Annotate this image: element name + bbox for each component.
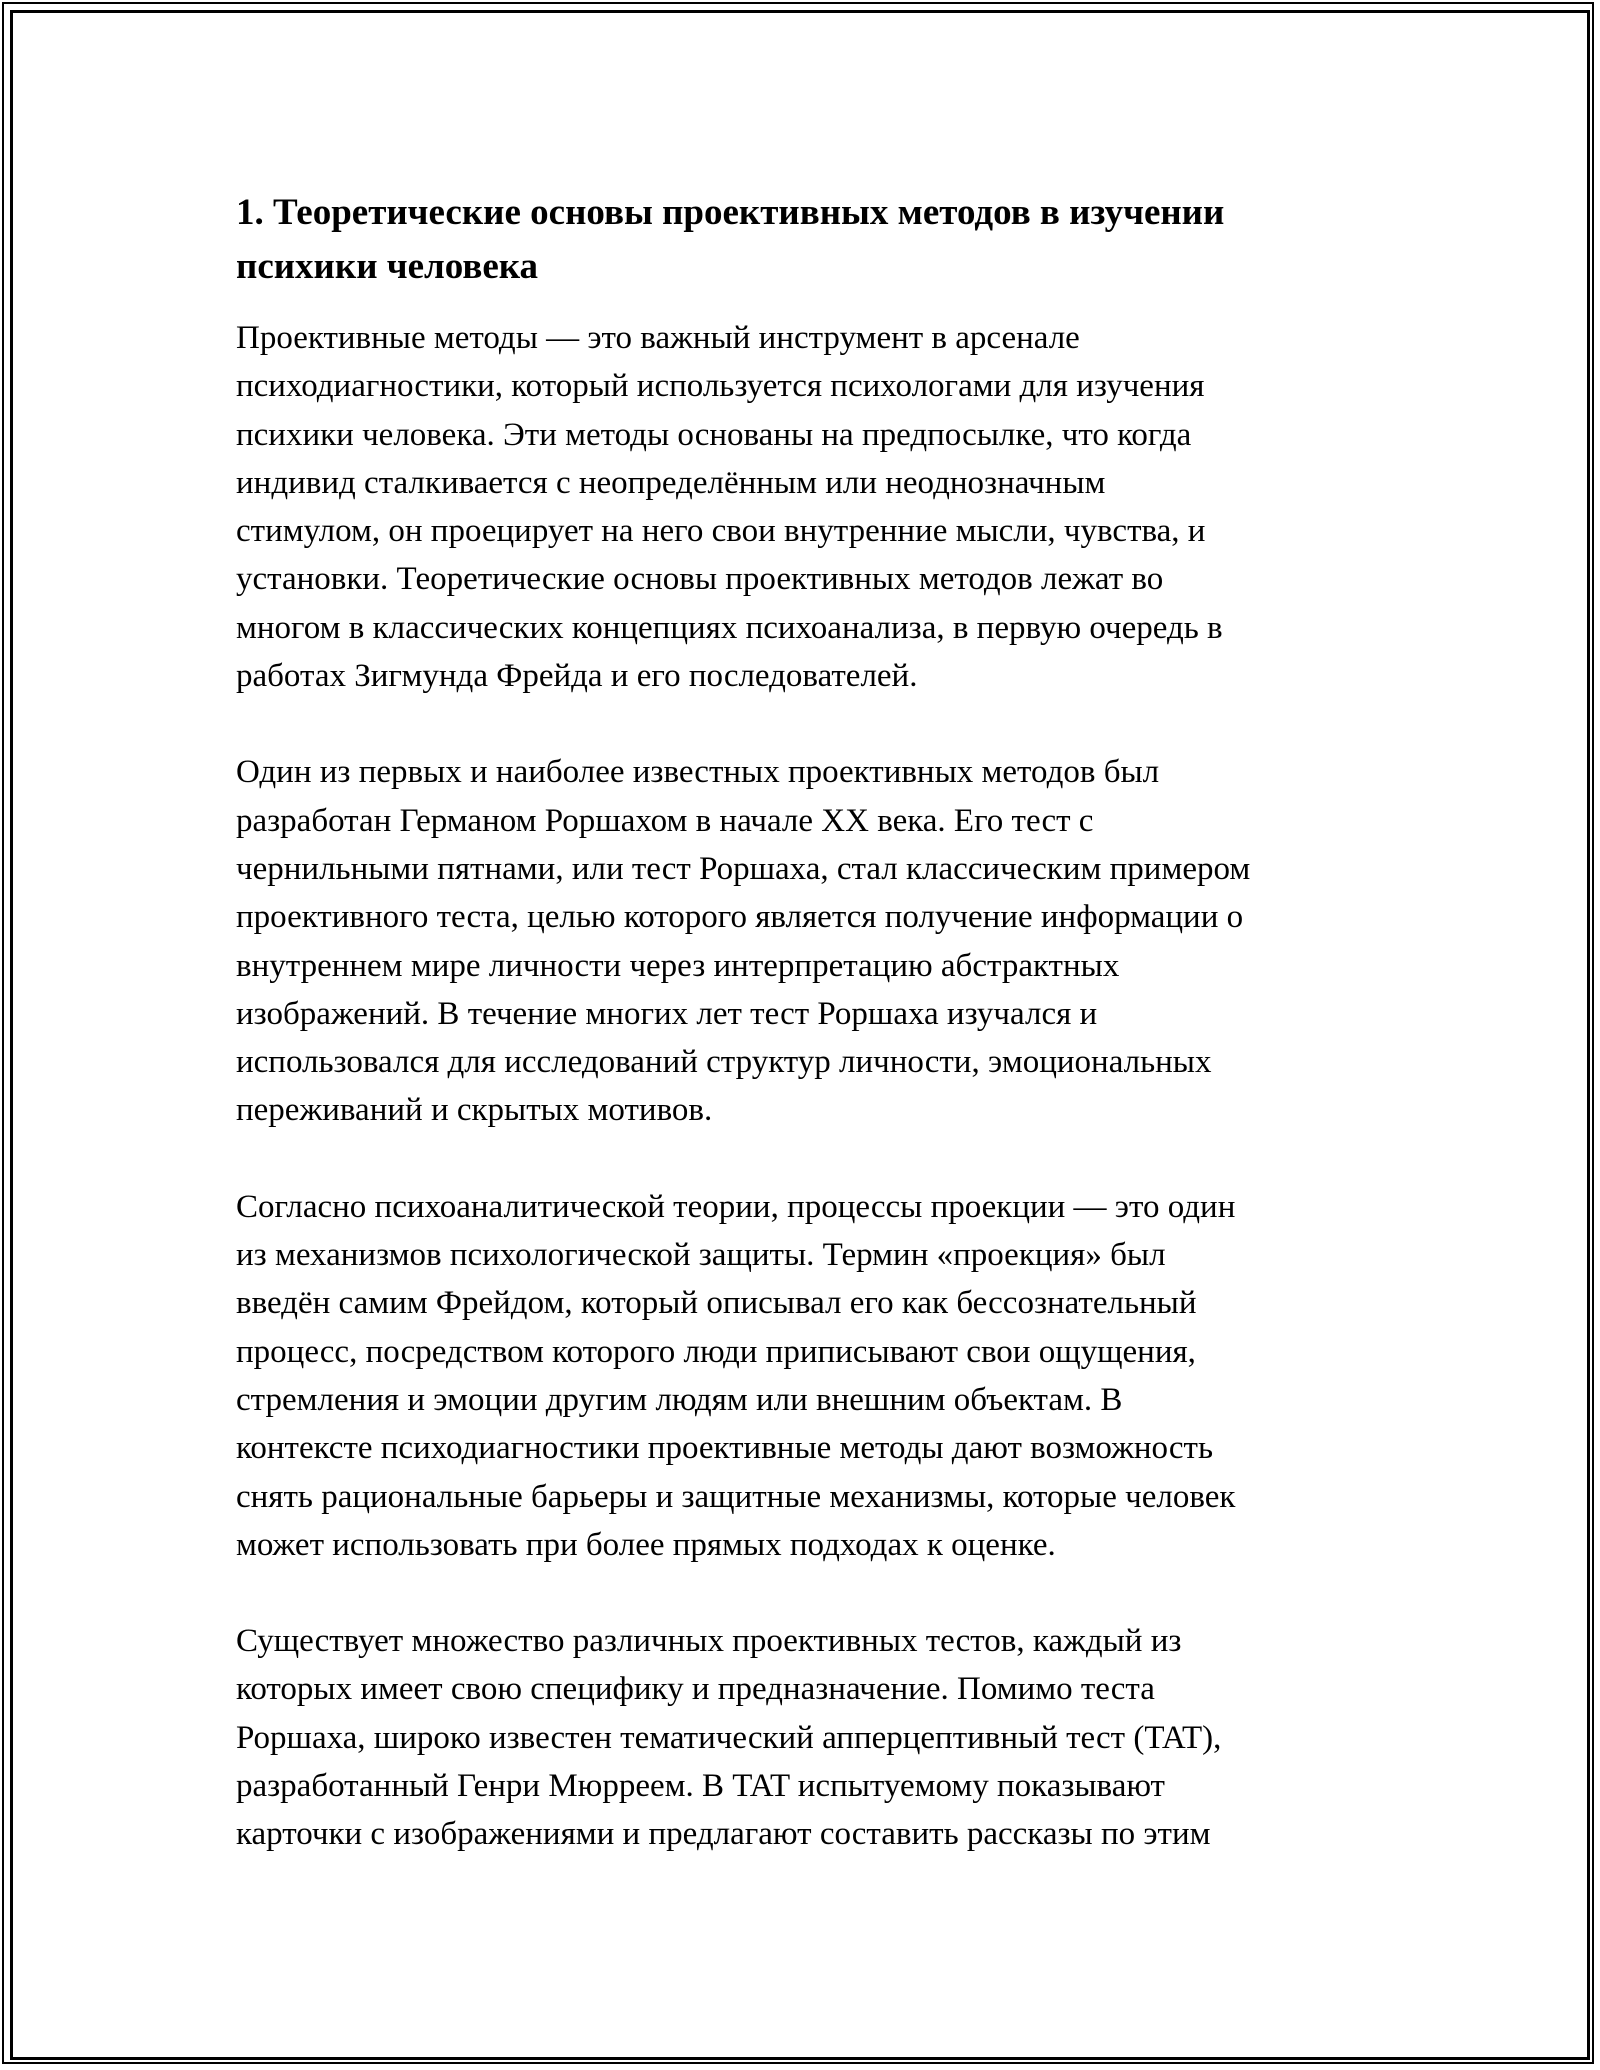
paragraph-2: Один из первых и наиболее известных проективных методов был разработан Германом Роршахом в начале XX века. Его тест с чернильными пятнами, или тест Роршаха, стал классическим примером проективного теста, целью которого является получение информации о внутреннем мире личности через интерпретацию абстрактных изображений. В течение многих лет тест Роршаха изучался и использовался для исследований структур личности, эмоциональных переживаний и скрытых мотивов.: [236, 754, 1251, 1129]
section-title: 1. Теоретические основы проективных методов в изучении психики человека: [236, 192, 1225, 287]
paragraph-1: Проективные методы — это важный инструмент в арсенале психодиагностики, который используется психологами для изучения психики человека. Эти методы основаны на предпосылке, что когда индивид сталкивается с неопределённым или неоднозначным стимулом, он проецирует на него свои внутренние мысли, чувства, и установки. Теоретические основы проективных методов лежат во многом в классических концепциях психоанализа, в первую очередь в работах Зигмунда Фрейда и его последователей.: [236, 320, 1223, 695]
document-body: [236, 186, 1376, 1907]
paragraph-4: Существует множество различных проективных тестов, каждый из которых имеет свою специфику и предназначение. Помимо теста Роршаха, широко известен тематический апперцептивный тест (TAT), разработанный Генри Мюрреем. В TAT испытуемому показывают карточки с изображениями и предлагают составить рассказы по этим: [236, 1623, 1222, 1853]
paragraph-3: Согласно психоаналитической теории, процессы проекции — это один из механизмов психологической защиты. Термин «проекция» был введён самим Фрейдом, который описывал его как бессознательный процесс, посредством которого люди приписывают свои ощущения, стремления и эмоции другим людям или внешним объектам. В контексте психодиагностики проективные методы дают возможность снять рациональные барьеры и защитные механизмы, которые человек может использовать при более прямых подходах к оценке.: [236, 1188, 1236, 1563]
